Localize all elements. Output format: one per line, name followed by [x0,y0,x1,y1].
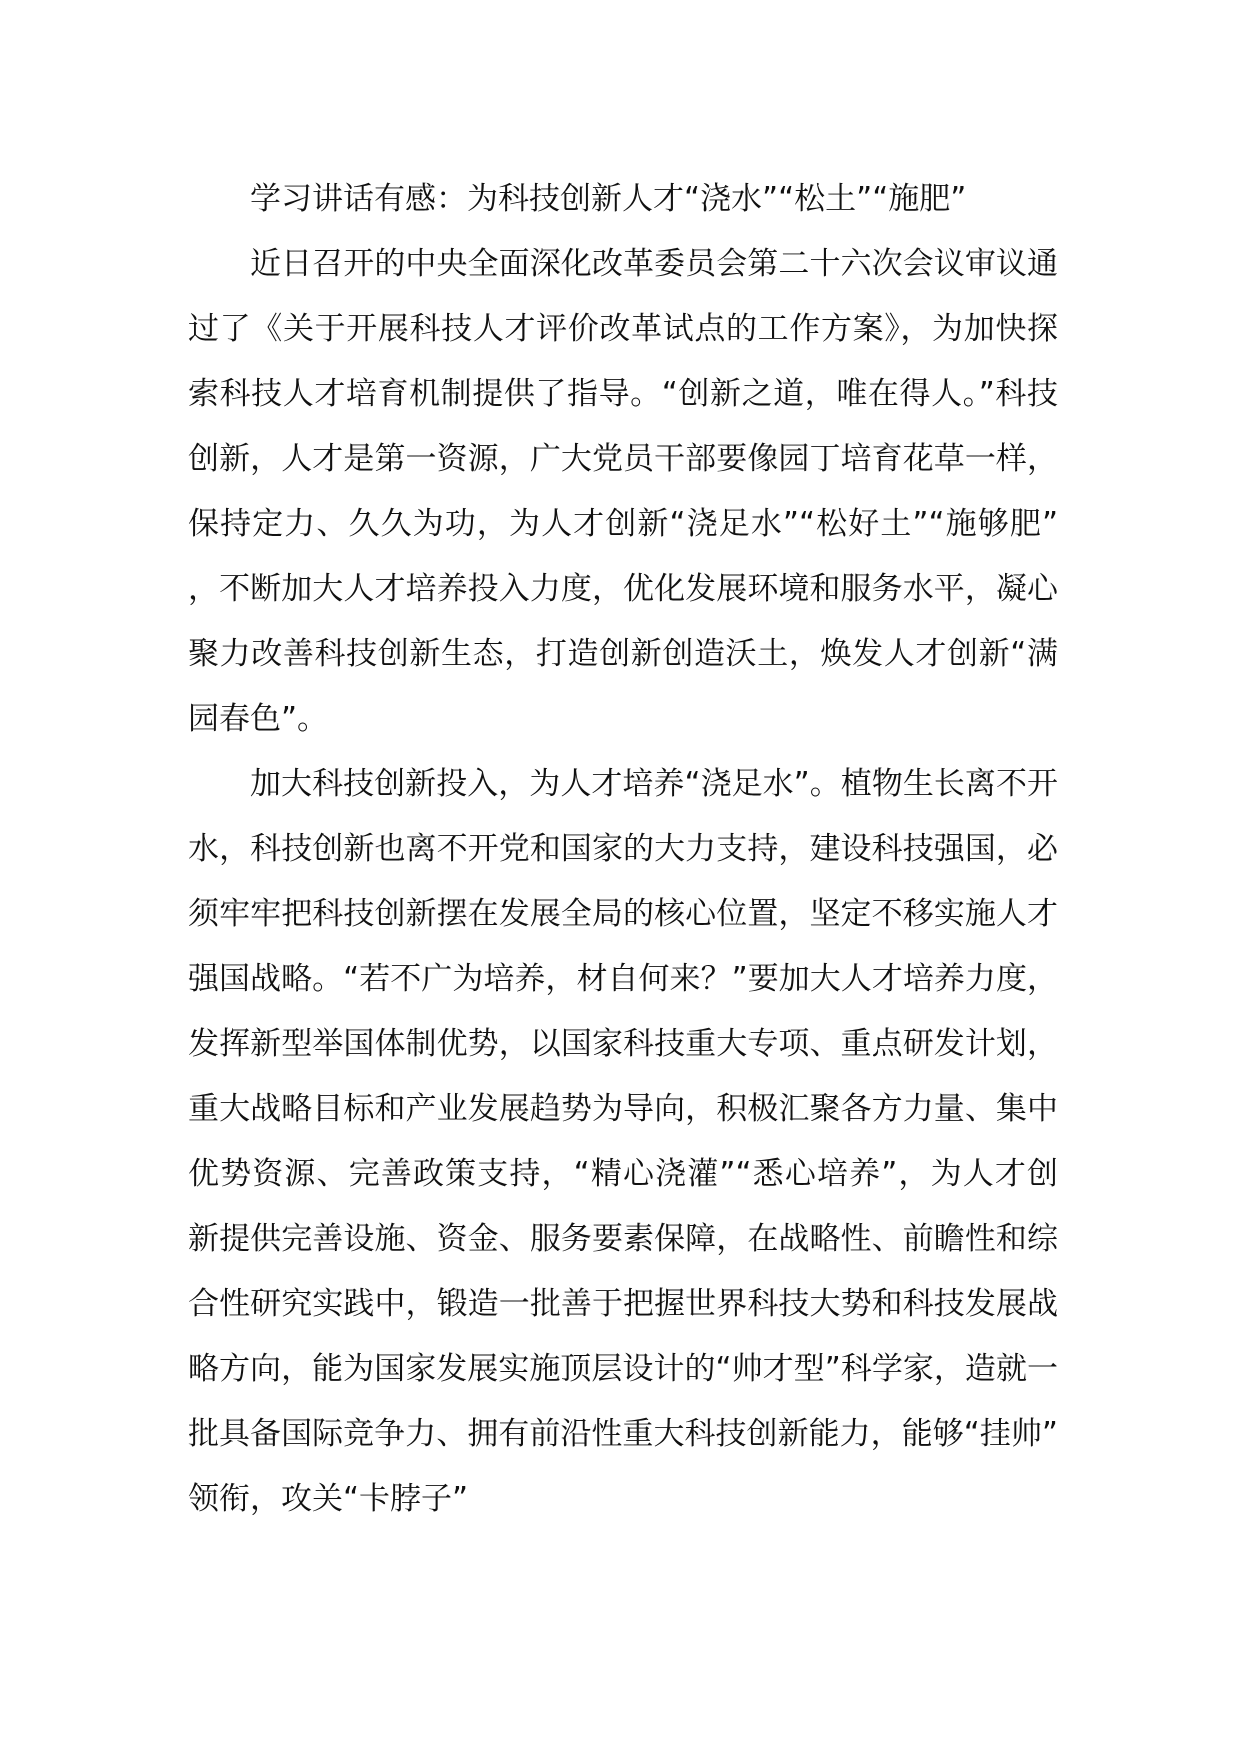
document-body [188,167,1058,1532]
document-title: 学习讲话有感：为科技创新人才“浇水”“松土”“施肥” [250,181,967,217]
paragraph: 加大科技创新投入，为人才培养“浇足水”。植物生长离不开水，科技创新也离不开党和国家的大力支持，建设科技强国，必须牢牢把科技创新摆在发展全局的核心位置，坚定不移实施人才强国战略。“若不广为培养，材自何来？”要加大人才培养力度，发挥新型举国体制优势，以国家科技重大专项、重点研发计划，重大战略目标和产业发展趋势为导向，积极汇聚各方力量、集中优势资源、完善政策支持，“精心浇灌”“悉心培养”，为人才创新提供完善设施、资金、服务要素保障，在战略性、前瞻性和综合性研究实践中，锻造一批善于把握世界科技大势和科技发展战略方向，能为国家发展实施顶层设计的“帅才型”科学家，造就一批具备国际竞争力、拥有前沿性重大科技创新能力，能够“挂帅”领衔，攻关“卡脖子” [188,766,1058,1517]
paragraph: 近日召开的中央全面深化改革委员会第二十六次会议审议通过了《关于开展科技人才评价改革试点的工作方案》，为加快探索科技人才培育机制提供了指导。“创新之道，唯在得人。”科技创新，人才是第一资源，广大党员干部要像园丁培育花草一样，保持定力、久久为功，为人才创新“浇足水”“松好土”“施够肥”，不断加大人才培养投入力度，优化发展环境和服务水平，凝心聚力改善科技创新生态，打造创新创造沃土，焕发人才创新“满园春色”。 [188,246,1058,737]
